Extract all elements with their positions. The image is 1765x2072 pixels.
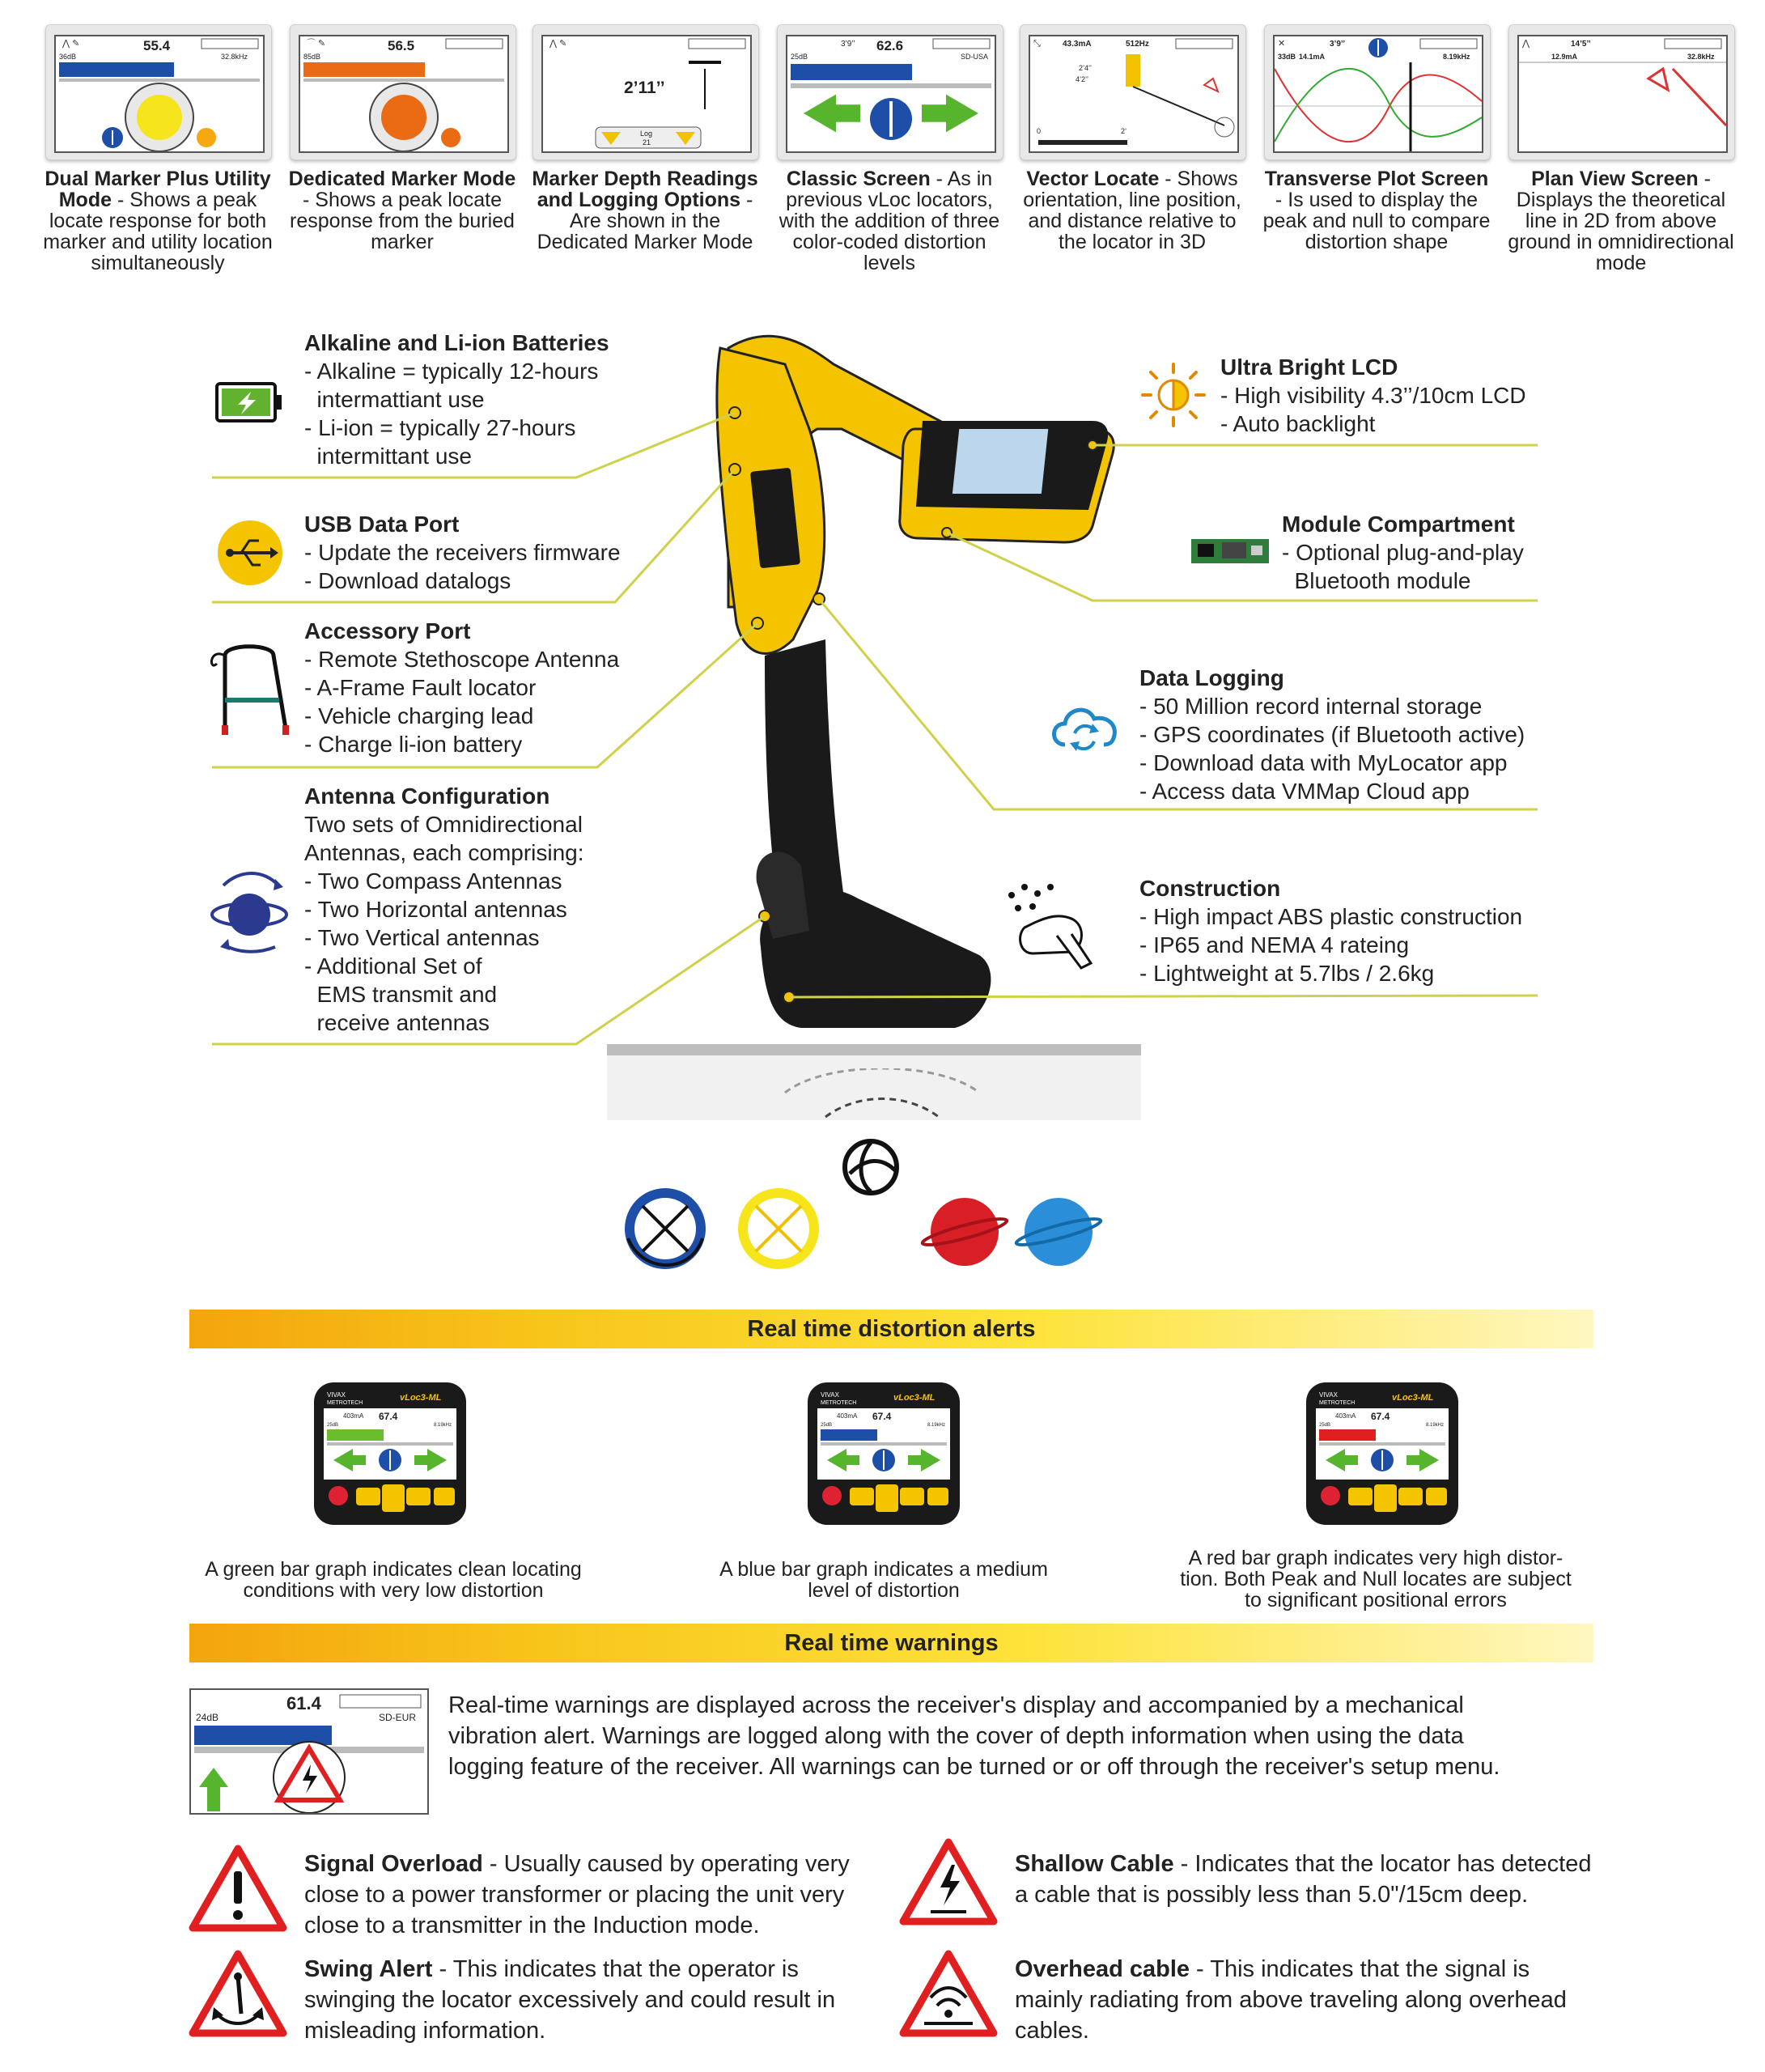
- feature-data-logging-line: - GPS coordinates (if Bluetooth active): [1139, 722, 1525, 747]
- caption-marker-depth: Marker Depth Readings and Logging Options - Are shown in the Dedicated Marker Mode: [532, 168, 758, 253]
- warning-screen-db: 24dB: [196, 1712, 219, 1723]
- feature-batteries-line: intermattiant use: [304, 387, 485, 412]
- device-face-graphic: [311, 1379, 469, 1528]
- svg-text:⤡: ⤡: [1033, 39, 1041, 49]
- device-model: vLoc3-ML: [893, 1393, 936, 1403]
- svg-text:✕: ✕: [1278, 39, 1286, 49]
- feature-lcd: [1220, 353, 1526, 438]
- feature-construction-line: - High impact ABS plastic construction: [1139, 904, 1523, 929]
- feature-data-logging-title: Data Logging: [1139, 665, 1284, 690]
- feature-antenna-line: Two sets of Omnidirectional: [304, 812, 583, 837]
- marker-balls-row: [618, 1185, 1104, 1282]
- device-readout: 67.4: [379, 1411, 398, 1422]
- feature-accessory-title: Accessory Port: [304, 618, 471, 643]
- feature-data-logging: [1139, 664, 1525, 805]
- distortion-bar: [327, 1429, 384, 1441]
- device-current: 403mA: [837, 1412, 858, 1420]
- device-brand-2: METROTECH: [821, 1400, 857, 1406]
- banner-distortion-alerts: Real time distortion alerts: [189, 1310, 1593, 1348]
- rain-hand-icon: [1000, 879, 1097, 976]
- transverse-freq: 8.19kHz: [1443, 53, 1470, 61]
- svg-text:⌒ ✎: ⌒ ✎: [307, 39, 326, 49]
- alert-caption-red: A red bar graph indicates very high distor-tion. Both Peak and Null locates are subject to significant positional errors: [1180, 1547, 1572, 1611]
- distortion-bar: [821, 1429, 877, 1441]
- device-brand: VIVAX: [821, 1391, 839, 1399]
- device-brand: VIVAX: [1319, 1391, 1338, 1399]
- warning-shallow-cable: [1015, 1849, 1597, 1910]
- plan-current: 12.9mA: [1551, 53, 1578, 61]
- yellow-disk-marker-icon: [738, 1188, 819, 1269]
- feature-construction-title: Construction: [1139, 876, 1281, 901]
- warning-swing-alert-title: Swing Alert: [304, 1956, 433, 1982]
- classic-readout: 62.6: [876, 38, 904, 53]
- feature-batteries-line: - Li-ion = typically 27-hours: [304, 415, 576, 440]
- feature-module-line: - Optional plug-and-play: [1282, 540, 1524, 565]
- feature-batteries-title: Alkaline and Li-ion Batteries: [304, 330, 609, 355]
- banner-real-time-warnings: Real time warnings: [189, 1624, 1593, 1662]
- feature-usb-line: - Update the receivers firmware: [304, 540, 621, 565]
- warning-overhead-cable-desc: - This indicates that the signal is mainly radiating from above traveling along overhead cables.: [1015, 1956, 1567, 2044]
- vector-depth-1: 2’4’’: [1079, 64, 1092, 72]
- warning-swing-alert: [304, 1954, 871, 2046]
- device-brand-2: METROTECH: [327, 1400, 363, 1406]
- blue-ball-marker-icon: [1015, 1198, 1102, 1266]
- feature-usb: [304, 510, 621, 595]
- device-freq: 8.19kHz: [434, 1423, 452, 1428]
- warning-screen-readout: 61.4: [286, 1693, 321, 1713]
- dual-db: 36dB: [59, 53, 77, 61]
- alert-device-red: [1303, 1379, 1462, 1532]
- dual-readout: 55.4: [143, 38, 171, 53]
- blue-disk-marker-icon: [625, 1188, 706, 1269]
- cloud-icon: [1046, 696, 1123, 764]
- dual-freq: 32.8kHz: [221, 53, 248, 61]
- feature-data-logging-line: - Download data with MyLocator app: [1139, 750, 1508, 775]
- overhead-warning-icon: [898, 1949, 999, 2038]
- device-brand-2: METROTECH: [1319, 1400, 1356, 1406]
- warnings-intro-text: Real-time warnings are displayed across the receiver's display and accompanied by a mechanical vibration alert. Warnings are logged along with the cover of depth information when using the data logging feature of the receiver. All warnings can be turned or or off through the receiver's setup menu.: [448, 1692, 1500, 1780]
- device-brand: VIVAX: [327, 1391, 346, 1399]
- feature-antenna-line: - Additional Set of: [304, 953, 482, 979]
- feature-data-logging-line: - 50 Million record internal storage: [1139, 694, 1483, 719]
- feature-construction-line: - Lightweight at 5.7lbs / 2.6kg: [1139, 961, 1435, 986]
- feature-usb-line: - Download datalogs: [304, 568, 511, 593]
- usb-icon: [215, 518, 285, 588]
- feature-antenna: [304, 782, 584, 1037]
- caption-plan-view: Plan View Screen - Displays the theoretical line in 2D from above ground in omnidirectional mode: [1508, 168, 1734, 274]
- caption-dedicated-marker: Dedicated Marker Mode - Shows a peak locate response from the buried marker: [288, 168, 516, 253]
- feature-construction-line: - IP65 and NEMA 4 rateing: [1139, 932, 1410, 957]
- log-number: 21: [643, 138, 651, 146]
- vector-freq: 512Hz: [1126, 40, 1149, 49]
- antenna-icon: [207, 869, 291, 953]
- vector-depth-2: 4’2’’: [1076, 75, 1088, 83]
- device-current: 403mA: [343, 1412, 364, 1420]
- feature-lcd-line: - High visibility 4.3’’/10cm LCD: [1220, 383, 1526, 408]
- feature-antenna-line: EMS transmit and: [304, 982, 498, 1007]
- feature-usb-title: USB Data Port: [304, 512, 460, 537]
- warning-signal-overload-title: Signal Overload: [304, 1851, 483, 1877]
- warning-shallow-cable-title: Shallow Cable: [1015, 1851, 1174, 1877]
- a-frame-icon: [201, 639, 298, 737]
- warning-overhead-cable: [1015, 1954, 1581, 2046]
- warning-shallow-cable-desc: - Indicates that the locator has detected a cable that is possibly less than 5.0"/15cm deep.: [1015, 1851, 1592, 1908]
- caption-dual-marker: Dual Marker Plus Utility Mode - Shows a peak locate response for both marker and utility location simultaneously: [43, 168, 273, 274]
- dedicated-db: 85dB: [303, 53, 321, 61]
- device-readout: 67.4: [872, 1411, 892, 1422]
- feature-batteries-line: - Alkaline = typically 12-hours: [304, 359, 599, 384]
- feature-batteries: [304, 329, 609, 470]
- feature-antenna-line: - Two Vertical antennas: [304, 925, 540, 950]
- classic-db: 25dB: [791, 53, 808, 61]
- feature-antenna-line: - Two Horizontal antennas: [304, 897, 567, 922]
- swing-warning-icon: [188, 1949, 288, 2038]
- feature-accessory: [304, 617, 619, 758]
- device-freq: 8.19kHz: [1426, 1423, 1445, 1428]
- feature-lcd-line: - Auto backlight: [1220, 411, 1376, 436]
- svg-text:⋀ ✎: ⋀ ✎: [62, 39, 80, 49]
- classic-depth: 3’9’’: [841, 40, 855, 49]
- feature-antenna-line: - Two Compass Antennas: [304, 868, 562, 894]
- device-face-graphic: [804, 1379, 963, 1528]
- depth-readout: 2’11’’: [624, 79, 665, 97]
- alert-device-green: [311, 1379, 469, 1532]
- feature-batteries-line: intermittant use: [304, 444, 472, 469]
- vector-scale-2: 2’: [1121, 127, 1127, 135]
- caption-classic: Classic Screen - As in previous vLoc locators, with the addition of three color-coded distortion levels: [779, 168, 1000, 274]
- feature-lcd-title: Ultra Bright LCD: [1220, 355, 1398, 380]
- battery-icon: [215, 380, 283, 426]
- distortion-bar: [1319, 1429, 1376, 1441]
- caption-transverse: Transverse Plot Screen - Is used to display the peak and null to compare distortion shape: [1262, 168, 1491, 253]
- plan-depth: 14’5’’: [1571, 40, 1591, 49]
- plan-freq: 32.8kHz: [1687, 53, 1715, 61]
- warning-swing-alert-desc: - This indicates that the operator is swinging the locator excessively and could result in misleading information.: [304, 1956, 836, 2044]
- feature-accessory-line: - A-Frame Fault locator: [304, 675, 537, 700]
- device-freq: 8.19kHz: [927, 1423, 946, 1428]
- device-model: vLoc3-ML: [400, 1393, 442, 1403]
- device-db: 25dB: [1319, 1423, 1331, 1428]
- module-icon: [1190, 534, 1271, 567]
- svg-text:⋀ ✎: ⋀ ✎: [549, 39, 567, 49]
- warning-screen-example: [189, 1688, 429, 1815]
- feature-module-line: Bluetooth module: [1282, 568, 1471, 593]
- transverse-db: 33dB: [1278, 53, 1296, 61]
- warning-screen-region: SD-EUR: [379, 1712, 417, 1723]
- sun-icon: [1139, 361, 1207, 429]
- feature-module-title: Module Compartment: [1282, 512, 1515, 537]
- caption-vector: Vector Locate - Shows orientation, line position, and distance relative to the locator in 3D: [1023, 168, 1241, 253]
- classic-region: SD-USA: [961, 53, 989, 61]
- dedicated-readout: 56.5: [388, 38, 415, 53]
- feature-accessory-line: - Vehicle charging lead: [304, 703, 534, 728]
- red-ball-marker-icon: [921, 1198, 1008, 1266]
- alert-device-blue: [804, 1379, 963, 1532]
- feature-accessory-line: - Charge li-ion battery: [304, 732, 523, 757]
- device-model: vLoc3-ML: [1392, 1393, 1434, 1403]
- transverse-current: 14.1mA: [1299, 53, 1326, 61]
- device-db: 25dB: [327, 1423, 339, 1428]
- feature-data-logging-line: - Access data VMMap Cloud app: [1139, 779, 1470, 804]
- feature-module: [1282, 510, 1524, 595]
- svg-text:⋀: ⋀: [1522, 39, 1530, 49]
- device-readout: 67.4: [1371, 1411, 1390, 1422]
- transverse-depth: 3’9’’: [1330, 40, 1346, 49]
- alert-caption-blue: A blue bar graph indicates a medium level of distortion: [719, 1558, 1048, 1602]
- device-db: 25dB: [821, 1423, 833, 1428]
- alert-caption-green: A green bar graph indicates clean locating conditions with very low distortion: [205, 1558, 582, 1602]
- vector-current: 43.3mA: [1063, 40, 1092, 49]
- feature-antenna-title: Antenna Configuration: [304, 783, 550, 809]
- feature-construction: [1139, 874, 1522, 987]
- vector-scale-0: 0: [1037, 127, 1042, 135]
- warning-screen-graphic: [191, 1690, 427, 1813]
- feature-antenna-line: receive antennas: [304, 1010, 490, 1035]
- log-label: Log: [640, 130, 653, 138]
- feature-antenna-line: Antennas, each comprising:: [304, 840, 584, 865]
- warning-signal-overload: [304, 1849, 871, 1941]
- exclamation-warning-icon: [188, 1844, 288, 1933]
- warning-overhead-cable-title: Overhead cable: [1015, 1956, 1190, 1982]
- warning-signal-overload-desc: - Usually caused by operating very close to a power transformer or placing the unit very close to a transmitter in the Induction mode.: [304, 1851, 850, 1938]
- feature-accessory-line: - Remote Stethoscope Antenna: [304, 647, 620, 672]
- lightning-warning-icon: [898, 1837, 999, 1926]
- device-face-graphic: [1303, 1379, 1462, 1528]
- device-current: 403mA: [1335, 1412, 1356, 1420]
